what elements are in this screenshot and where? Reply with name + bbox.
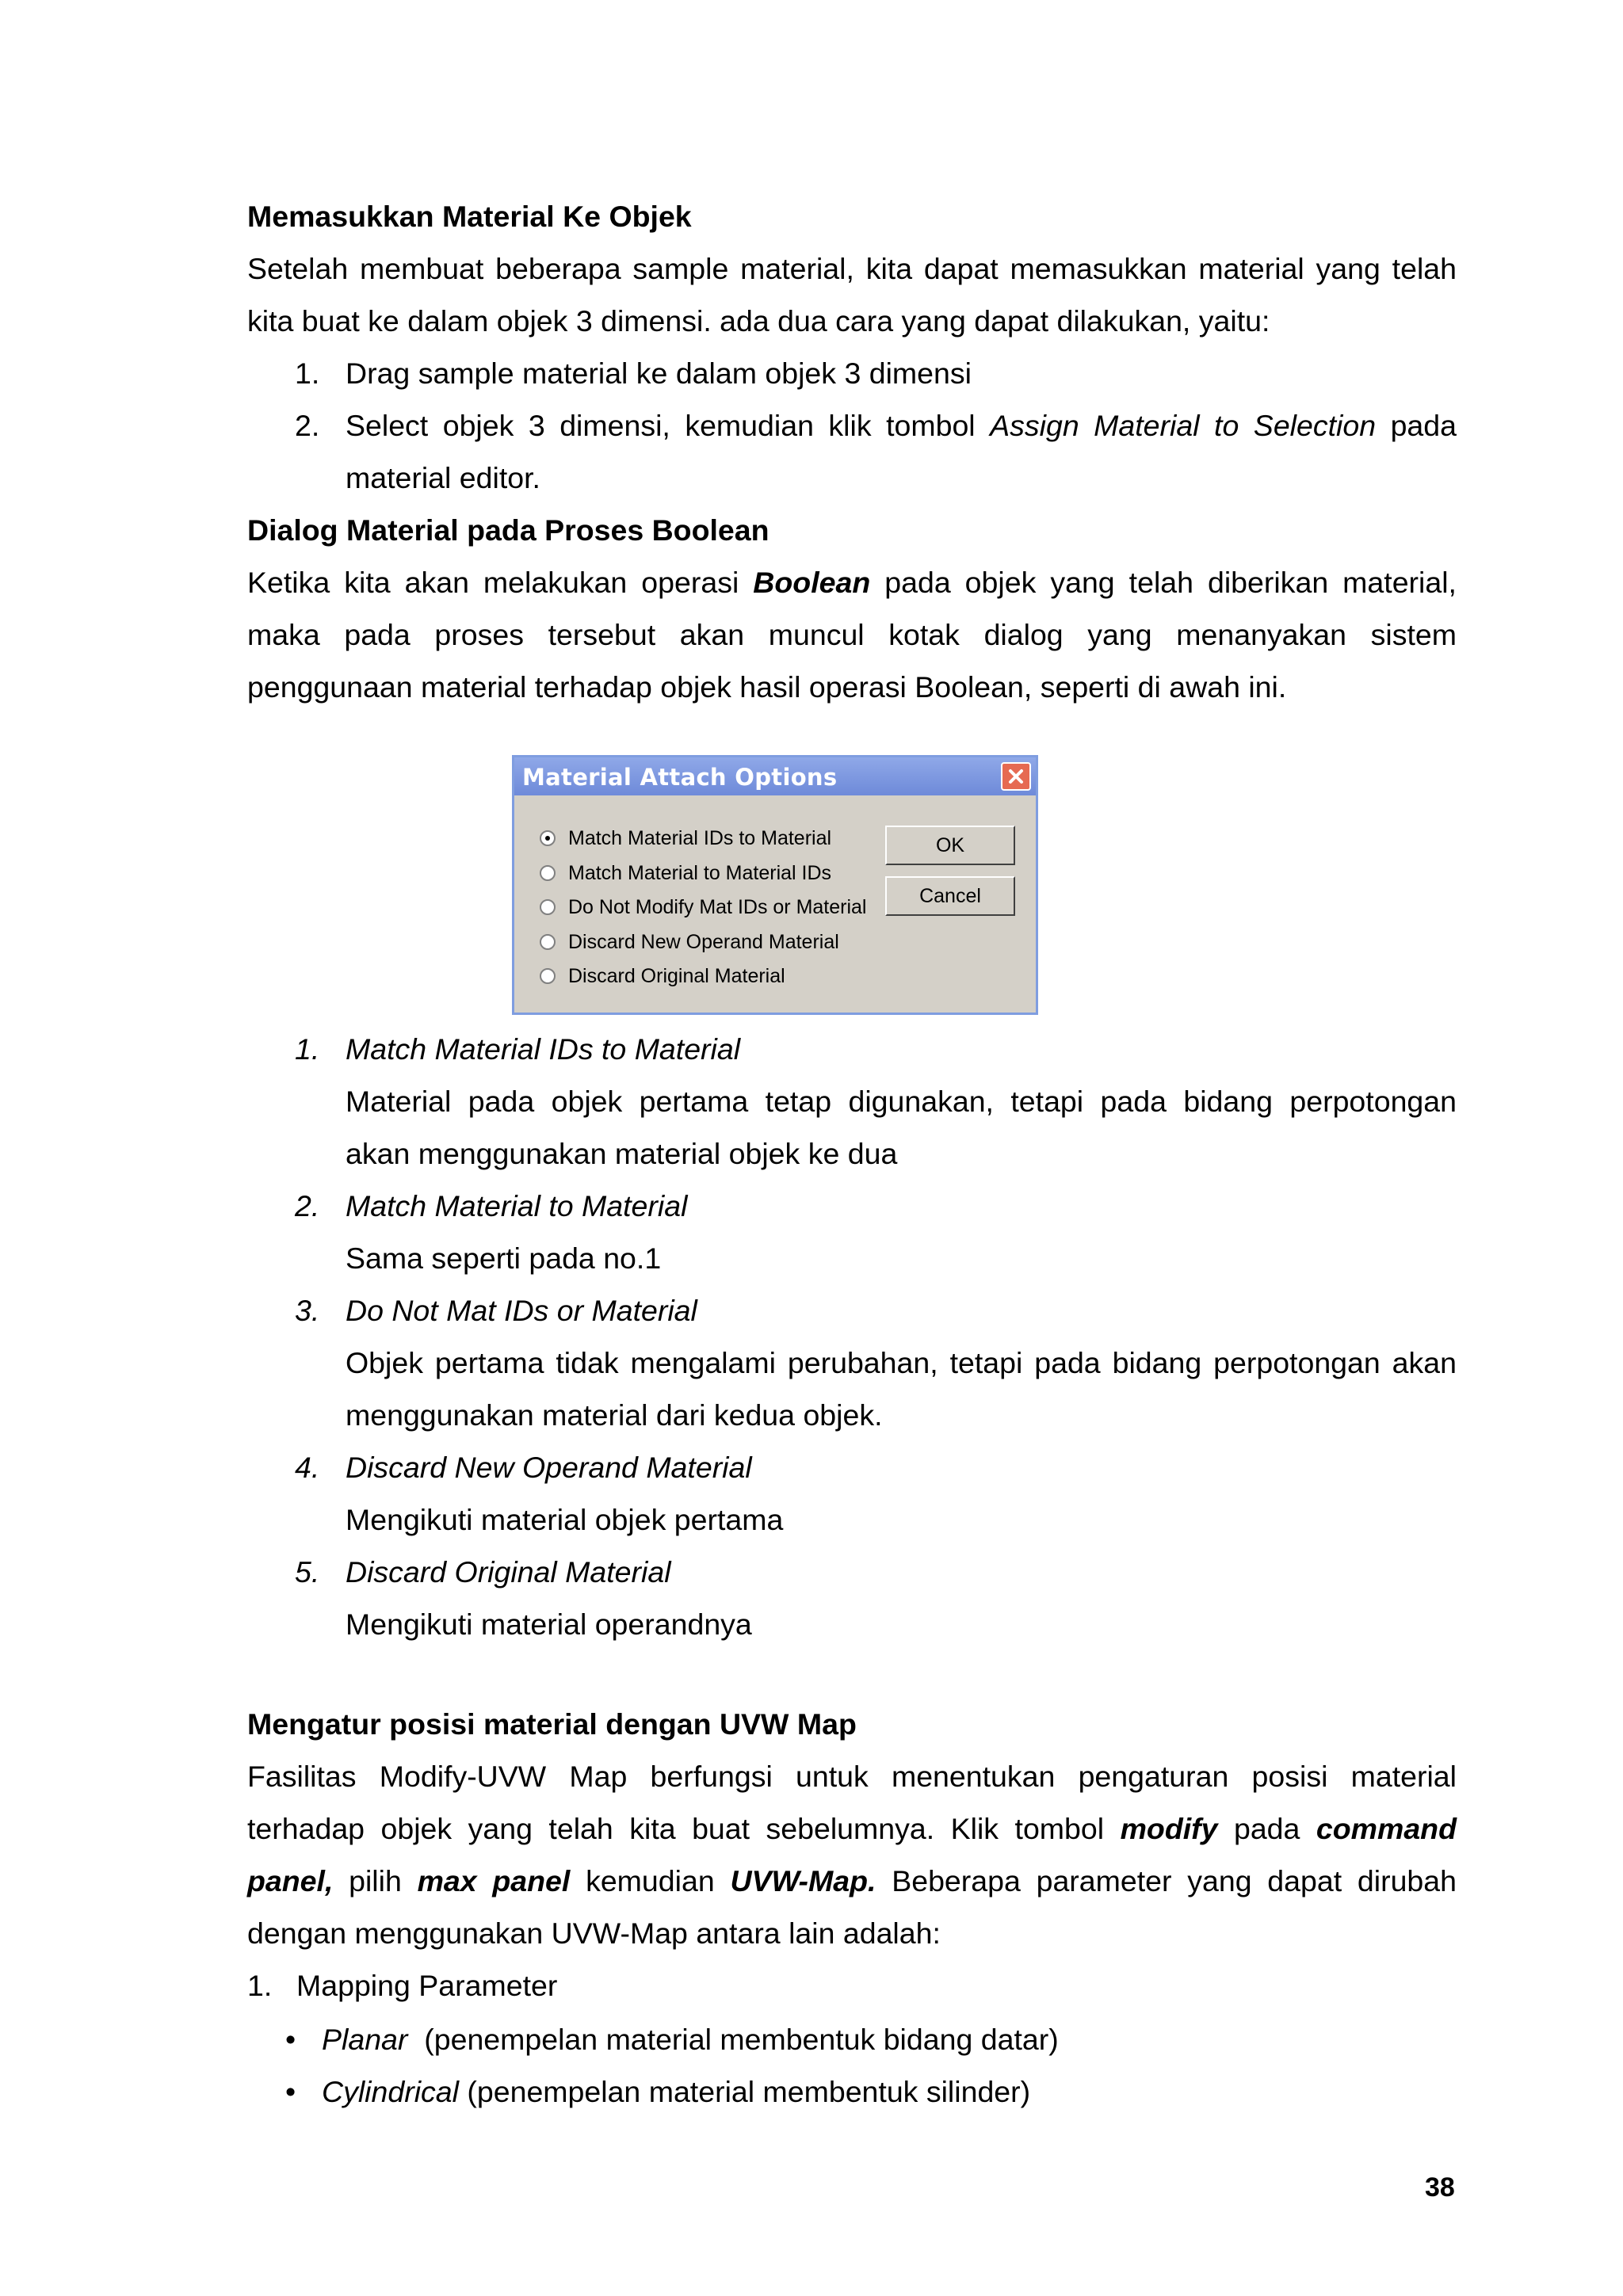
heading-dialog-material: Dialog Material pada Proses Boolean xyxy=(247,513,769,547)
radio-label: Match Material to Material IDs xyxy=(568,862,832,884)
paragraph-line: terhadap objek yang telah kita buat sebelumnya. Klik tombol modify pada command xyxy=(247,1812,1457,1845)
list-item-title: 1. Match Material IDs to Material xyxy=(295,1032,741,1066)
list-item-title: 3. Do Not Mat IDs or Material xyxy=(295,1294,697,1327)
bullet-icon: • xyxy=(285,2075,296,2108)
list-item-desc: Objek pertama tidak mengalami perubahan, tetapi pada bidang perpotongan akan xyxy=(346,1346,1457,1379)
dialog-title: Material Attach Options xyxy=(522,764,838,791)
radio-button[interactable] xyxy=(540,865,556,881)
radio-button[interactable] xyxy=(540,830,556,846)
list-item-desc: Sama seperti pada no.1 xyxy=(346,1241,662,1275)
radio-label: Match Material IDs to Material xyxy=(568,827,832,849)
ok-button[interactable]: OK xyxy=(885,826,1015,865)
bullet-item: • Cylindrical (penempelan material membentuk silinder) xyxy=(247,2065,1457,2118)
list-item-title: 5. Discard Original Material xyxy=(295,1555,671,1589)
close-button[interactable] xyxy=(1001,762,1031,791)
radio-label: Discard New Operand Material xyxy=(568,931,839,953)
list-item-desc: Mengikuti material objek pertama xyxy=(346,1503,784,1536)
list-item xyxy=(247,1959,1457,2012)
paragraph-line: Fasilitas Modify-UVW Map berfungsi untuk menentukan pengaturan posisi material xyxy=(247,1760,1457,1793)
radio-button[interactable] xyxy=(540,968,556,984)
paragraph-line: penggunaan material terhadap objek hasil operasi Boolean, seperti di awah ini. xyxy=(247,670,1287,704)
list-item-title: 4. Discard New Operand Material xyxy=(295,1451,752,1484)
list-item-desc: Material pada objek pertama tetap digunakan, tetapi pada bidang perpotongan xyxy=(346,1085,1457,1118)
list-text-continued: material editor. xyxy=(346,461,540,494)
paragraph-line: Ketika kita akan melakukan operasi Boolean pada objek yang telah diberikan material, xyxy=(247,566,1457,599)
dialog-title-bar xyxy=(514,757,1036,795)
heading-uvw-map: Mengatur posisi material dengan UVW Map xyxy=(247,1707,857,1741)
paragraph-line: dengan menggunakan UVW-Map antara lain adalah: xyxy=(247,1917,941,1950)
radio-button[interactable] xyxy=(540,899,556,915)
list-number: 2. xyxy=(295,409,320,442)
list-text: Drag sample material ke dalam objek 3 dimensi xyxy=(346,357,972,390)
list-item xyxy=(247,399,1457,452)
close-icon xyxy=(1002,764,1029,789)
list-item-title: 2. Match Material to Material xyxy=(295,1189,688,1222)
list-text: Select objek 3 dimensi, kemudian klik tombol Assign Material to Selection pada xyxy=(346,409,1457,442)
paragraph-line: panel, pilih max panel kemudian UVW-Map. Beberapa parameter yang dapat dirubah xyxy=(247,1864,1457,1897)
bullet-item: • Planar (penempelan material membentuk bidang datar) xyxy=(247,2013,1457,2065)
paragraph-line: kita buat ke dalam objek 3 dimensi. ada dua cara yang dapat dilakukan, yaitu: xyxy=(247,304,1270,338)
list-item xyxy=(247,347,1457,399)
radio-label: Discard Original Material xyxy=(568,965,785,987)
radio-button[interactable] xyxy=(540,934,556,950)
material-attach-options-dialog xyxy=(512,755,1038,1015)
paragraph-line: Setelah membuat beberapa sample material, kita dapat memasukkan material yang telah xyxy=(247,252,1457,285)
radio-label: Do Not Modify Mat IDs or Material xyxy=(568,896,867,918)
heading-memasukkan-material: Memasukkan Material Ke Objek xyxy=(247,200,692,233)
list-number: 1. xyxy=(295,357,320,390)
bullet-icon: • xyxy=(285,2023,296,2056)
paragraph-line: maka pada proses tersebut akan muncul kotak dialog yang menanyakan sistem xyxy=(247,618,1457,651)
list-item-desc: Mengikuti material operandnya xyxy=(346,1608,752,1641)
page-number: 38 xyxy=(1425,2172,1455,2203)
cancel-button[interactable]: Cancel xyxy=(885,876,1015,916)
list-number: 1. xyxy=(247,1969,273,2002)
list-item-desc: akan menggunakan material objek ke dua xyxy=(346,1137,898,1170)
list-item-desc: menggunakan material dari kedua objek. xyxy=(346,1398,883,1432)
list-text: Mapping Parameter xyxy=(296,1969,558,2002)
